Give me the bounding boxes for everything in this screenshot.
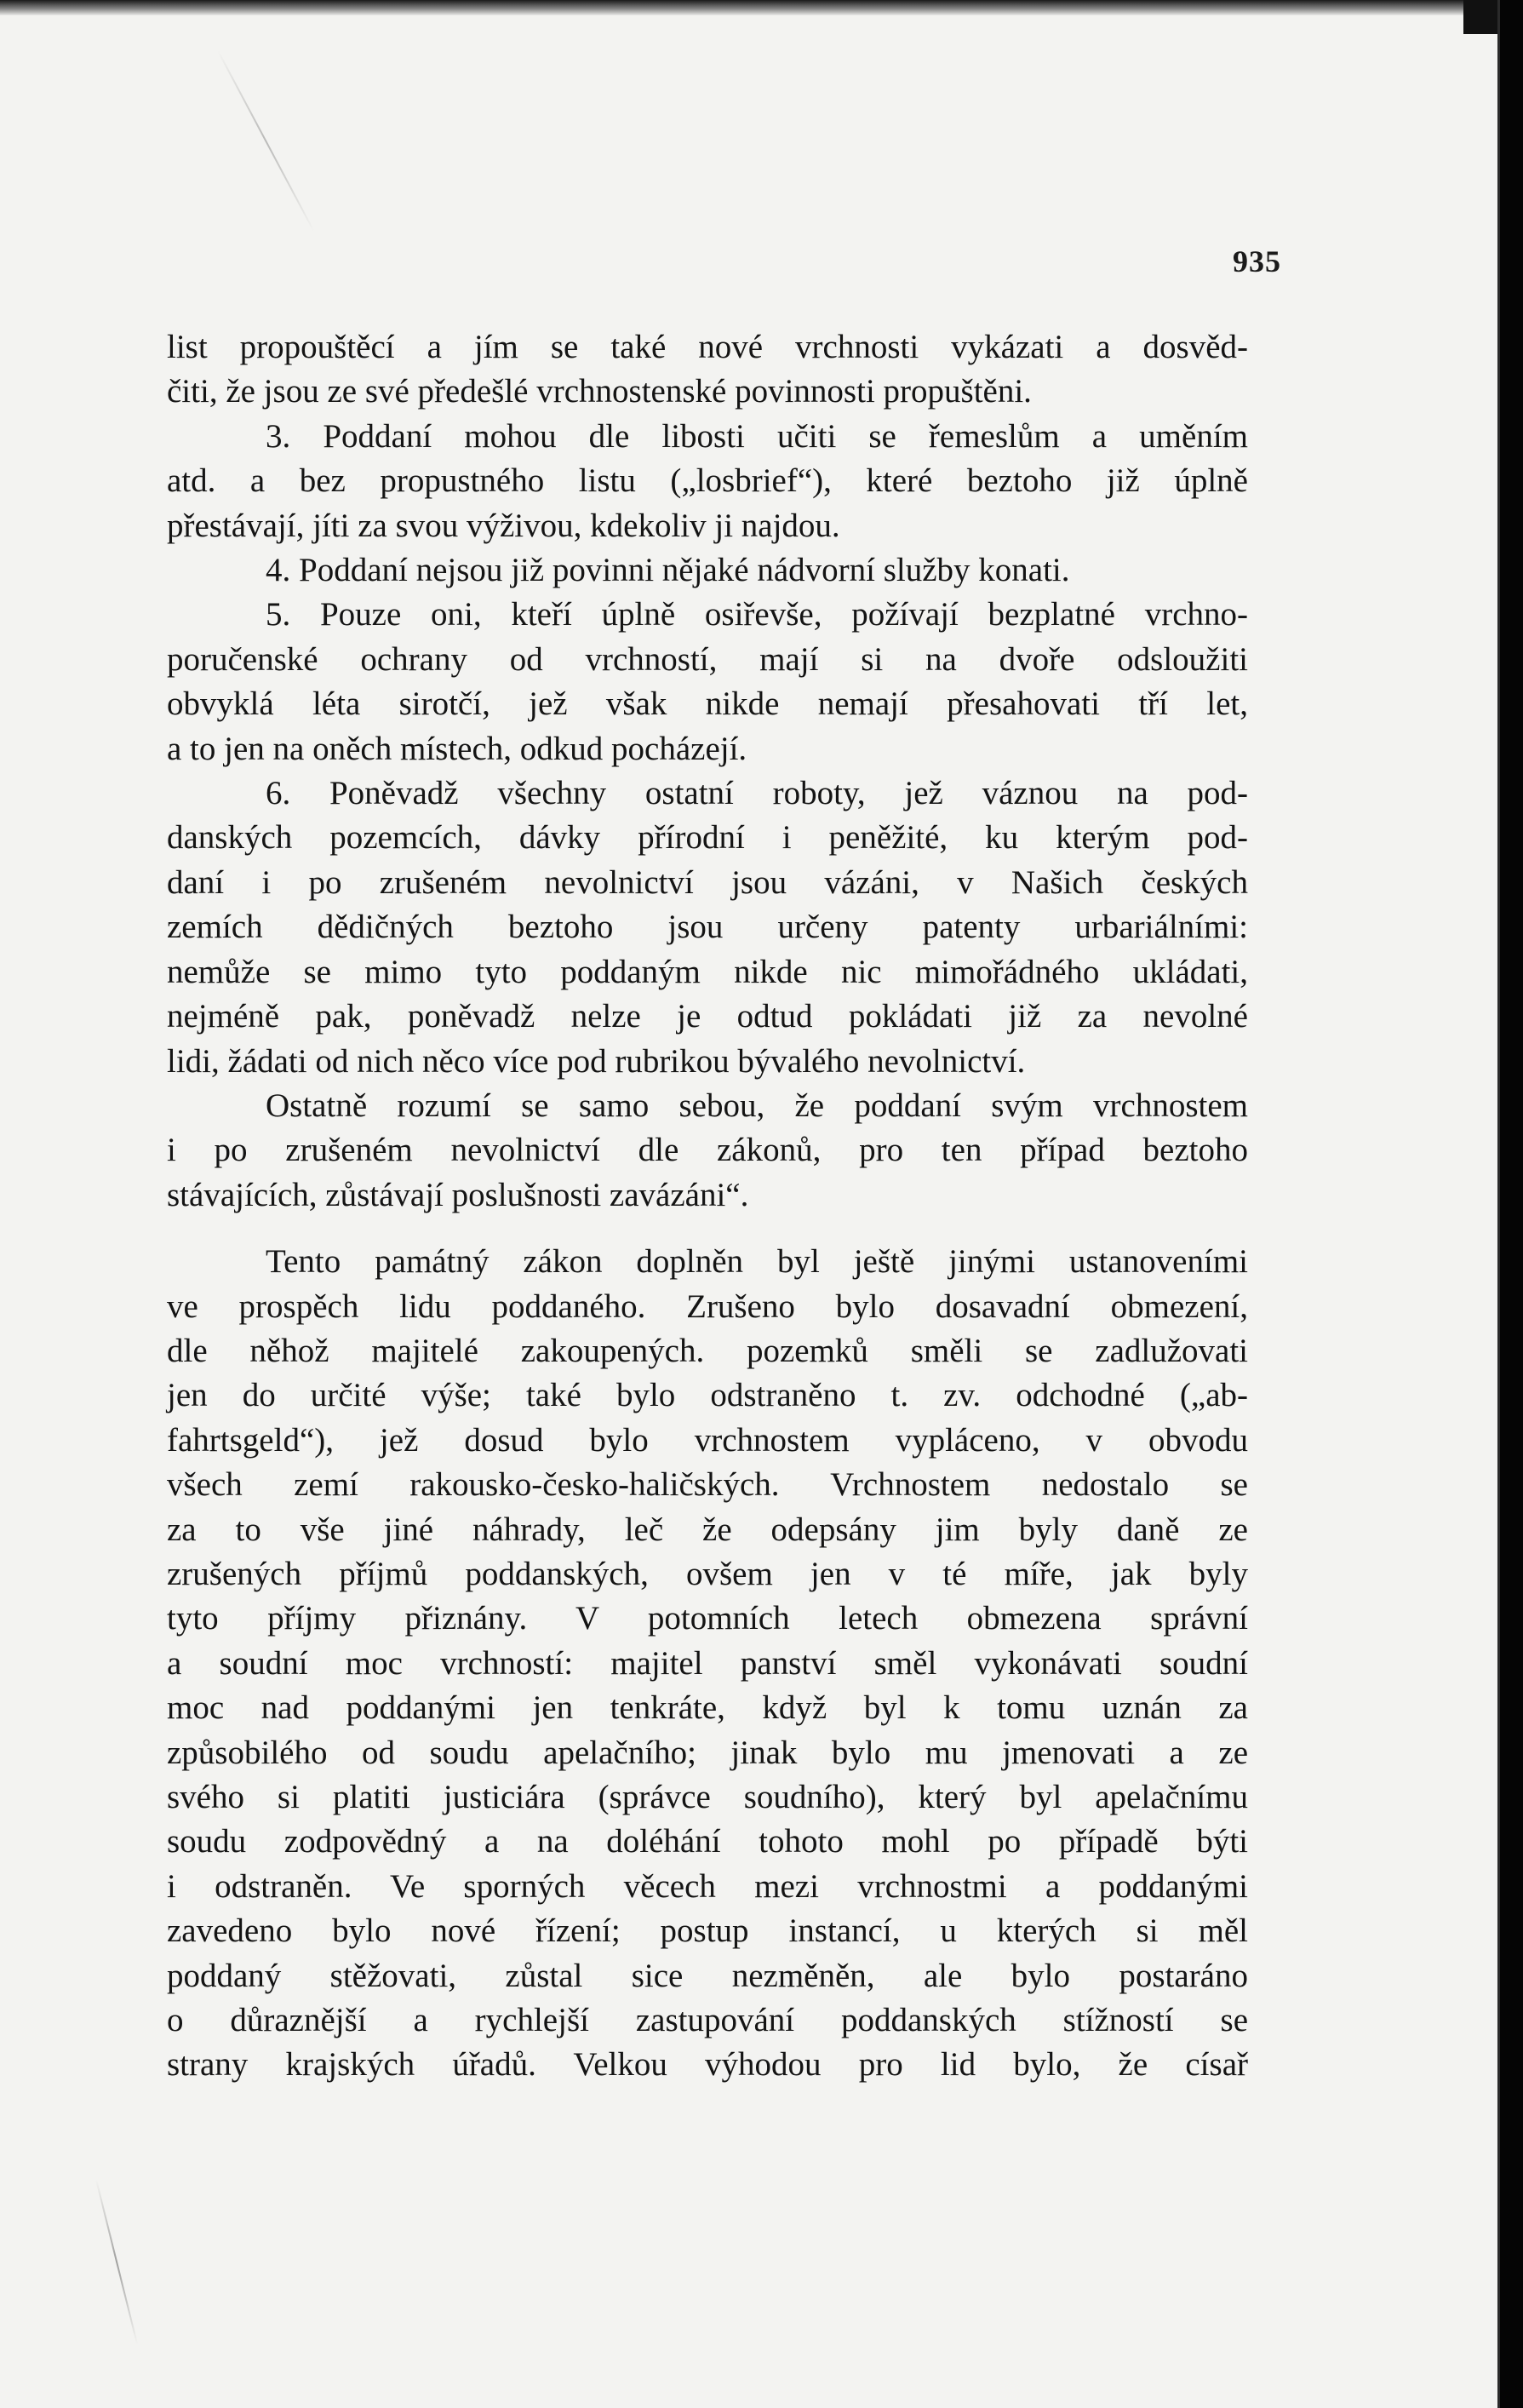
scan-corner-shadow [1463, 0, 1497, 34]
text-line: všech zemí rakousko-česko-haličských. Vrchnostem nedostalo se [167, 1466, 1248, 1504]
scan-artifact-line [217, 50, 314, 232]
text-line: poddaný stěžovati, zůstal sice nezměněn, ale bylo postaráno [167, 1957, 1248, 1994]
text-line: Ostatně rozumí se samo sebou, že poddaní svým vrchnostem [266, 1086, 1248, 1124]
text-line: strany krajských úřadů. Velkou výhodou pro lid bylo, že císař [167, 2046, 1248, 2084]
text-line: list propouštěcí a jím se také nové vrchnosti vykázati a dosvěd- [167, 329, 1248, 365]
text-line: danských pozemcích, dávky přírodní i peněžité, ku kterým pod- [167, 819, 1248, 857]
page-number: 935 [1233, 244, 1281, 278]
body-text [167, 325, 1248, 2088]
page-top-edge [0, 0, 1500, 15]
text-line: dle něhož majitelé zakoupených. pozemků směli se zadlužovati [167, 1332, 1248, 1369]
text-line: tyto příjmy přiznány. V potomních letech obmezena správní [167, 1600, 1248, 1637]
text-line: obvyklá léta sirotčí, jež však nikde nemají přesahovati tří let, [167, 685, 1248, 723]
text-line: 3. Poddaní mohou dle libosti učiti se řemeslům a uměním [266, 417, 1248, 455]
text-line: jen do určité výše; také bylo odstraněno t. zv. odchodné („ab- [167, 1377, 1248, 1414]
text-line: stávajících, zůstávají poslušnosti zavázáni“. [167, 1176, 749, 1213]
text-line: 6. Poněvadž všechny ostatní roboty, jež váznou na pod- [266, 775, 1248, 812]
text-line: nemůže se mimo tyto poddaným nikde nic mimořádného ukládati, [167, 953, 1248, 990]
text-line: svého si platiti justiciára (správce soudního), který byl apelačnímu [167, 1779, 1248, 1815]
text-line: čiti, že jsou ze své předešlé vrchnostenské povinnosti propuštěni. [167, 373, 1032, 410]
text-line: způsobilého od soudu apelačního; jinak bylo mu jmenovati a ze [167, 1734, 1248, 1771]
text-line: o důraznější a rychlejší zastupování poddanských stížností se [167, 2002, 1248, 2039]
text-line: Tento památný zákon doplněn byl ještě jinými ustanoveními [266, 1243, 1248, 1281]
text-line: za to vše jiné náhrady, leč že odepsány jim byly daně ze [167, 1511, 1248, 1548]
text-line: 4. Poddaní nejsou již povinni nějaké nádvorní služby konati. [266, 552, 1070, 589]
text-line: daní i po zrušeném nevolnictví jsou vázáni, v Našich českých [167, 863, 1248, 901]
text-line: ve prospěch lidu poddaného. Zrušeno bylo dosavadní obmezení, [167, 1287, 1248, 1325]
text-line: 5. Pouze oni, kteří úplně osiřevše, požívají bezplatné vrchno- [266, 596, 1248, 634]
text-line: poručenské ochrany od vrchností, mají si na dvoře odsloužiti [167, 640, 1248, 678]
text-line: soudu zodpovědný a na doléhání tohoto mohl po případě býti [167, 1823, 1248, 1860]
text-line: lidi, žádati od nich něco více pod rubrikou bývalého nevolnictví. [167, 1042, 1026, 1080]
text-line: zavedeno bylo nové řízení; postup instancí, u kterých si měl [167, 1912, 1248, 1950]
text-line: atd. a bez propustného listu („losbrief“), které beztoho již úplně [167, 462, 1248, 500]
text-line: moc nad poddanými jen tenkráte, když byl k tomu uznán za [167, 1689, 1248, 1727]
text-line: i po zrušeném nevolnictví dle zákonů, pro ten případ beztoho [167, 1132, 1248, 1169]
text-line: a to jen na oněch místech, odkud pocházejí. [167, 730, 747, 767]
text-line: zrušených příjmů poddanských, ovšem jen v té míře, jak byly [167, 1555, 1248, 1592]
text-line: zemích dědičných beztoho jsou určeny patenty urbariálními: [167, 909, 1248, 946]
text-line: i odstraněn. Ve sporných věcech mezi vrchnostmi a poddanými [167, 1867, 1248, 1905]
text-line: fahrtsgeld“), jež dosud bylo vrchnostem vypláceno, v obvodu [167, 1421, 1248, 1459]
scan-artifact-line [95, 2180, 138, 2346]
text-line: a soudní moc vrchností: majitel panství směl vykonávati soudní [167, 1644, 1248, 1682]
text-line: nejméně pak, poněvadž nelze je odtud pokládati již za nevolné [167, 998, 1248, 1035]
text-line: přestávají, jíti za svou výživou, kdekoliv ji najdou. [167, 507, 840, 544]
